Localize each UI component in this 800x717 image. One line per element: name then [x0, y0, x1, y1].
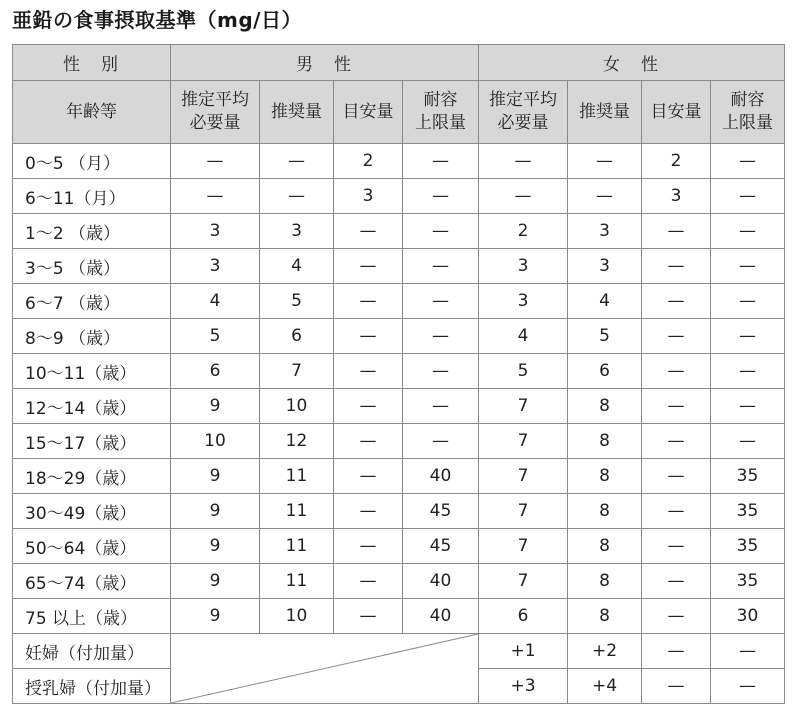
- header-female-ul: [711, 81, 785, 144]
- male-value-cell: 10: [260, 389, 334, 424]
- header-female-ear: [479, 81, 568, 144]
- female-value-cell: —: [711, 214, 785, 249]
- female-value-cell: 8: [568, 494, 642, 529]
- male-value-cell: 9: [171, 564, 260, 599]
- female-value-cell: 7: [479, 424, 568, 459]
- male-value-cell: 40: [403, 459, 479, 494]
- header-ear-line1: 推定平均: [181, 90, 249, 110]
- male-value-cell: 5: [260, 284, 334, 319]
- diagonal-slash-icon: [171, 634, 478, 703]
- female-value-cell: 35: [711, 529, 785, 564]
- age-cell: 75 以上（歳）: [13, 599, 171, 634]
- not-applicable-slash-cell: [171, 634, 479, 704]
- female-value-cell: —: [711, 144, 785, 179]
- female-value-cell: —: [711, 634, 785, 669]
- table-row: [13, 354, 785, 389]
- table-row: [13, 494, 785, 529]
- male-value-cell: —: [334, 494, 403, 529]
- female-value-cell: +1: [479, 634, 568, 669]
- header-ear-line1: 推定平均: [489, 90, 557, 110]
- female-value-cell: 7: [479, 529, 568, 564]
- age-cell: 10〜11（歳）: [13, 354, 171, 389]
- header-female-ai: 目安量: [642, 81, 711, 144]
- male-value-cell: 9: [171, 599, 260, 634]
- age-cell: 18〜29（歳）: [13, 459, 171, 494]
- header-ul-line2: 上限量: [415, 113, 466, 133]
- table-row-special: [13, 634, 785, 669]
- male-value-cell: 10: [171, 424, 260, 459]
- female-value-cell: —: [568, 144, 642, 179]
- female-value-cell: 3: [479, 284, 568, 319]
- female-value-cell: 35: [711, 459, 785, 494]
- female-value-cell: 6: [568, 354, 642, 389]
- header-male-ear: [171, 81, 260, 144]
- female-value-cell: —: [642, 459, 711, 494]
- header-age: 年齢等: [13, 81, 171, 144]
- female-value-cell: +4: [568, 669, 642, 704]
- female-value-cell: 3: [568, 249, 642, 284]
- header-male: 男 性: [171, 45, 479, 81]
- table-row: [13, 459, 785, 494]
- female-value-cell: 8: [568, 459, 642, 494]
- age-cell: 8〜9 （歳）: [13, 319, 171, 354]
- header-male-rda: 推奨量: [260, 81, 334, 144]
- female-value-cell: 8: [568, 564, 642, 599]
- male-value-cell: 4: [260, 249, 334, 284]
- female-value-cell: 2: [479, 214, 568, 249]
- female-value-cell: —: [642, 319, 711, 354]
- table-row: [13, 144, 785, 179]
- male-value-cell: 40: [403, 599, 479, 634]
- table-row: [13, 389, 785, 424]
- male-value-cell: —: [260, 179, 334, 214]
- male-value-cell: —: [334, 354, 403, 389]
- table-row: [13, 249, 785, 284]
- male-value-cell: 11: [260, 459, 334, 494]
- female-value-cell: —: [479, 179, 568, 214]
- female-value-cell: 5: [568, 319, 642, 354]
- male-value-cell: 4: [171, 284, 260, 319]
- female-value-cell: —: [711, 669, 785, 704]
- female-value-cell: —: [711, 249, 785, 284]
- female-value-cell: —: [711, 389, 785, 424]
- male-value-cell: 3: [171, 249, 260, 284]
- male-value-cell: —: [403, 179, 479, 214]
- female-value-cell: 4: [479, 319, 568, 354]
- male-value-cell: —: [260, 144, 334, 179]
- header-male-ai: 目安量: [334, 81, 403, 144]
- female-value-cell: —: [711, 424, 785, 459]
- male-value-cell: 3: [260, 214, 334, 249]
- male-value-cell: 6: [171, 354, 260, 389]
- male-value-cell: —: [403, 214, 479, 249]
- header-ear-line2: 必要量: [497, 113, 549, 133]
- table-row: [13, 599, 785, 634]
- age-cell: 1〜2 （歳）: [13, 214, 171, 249]
- table-body: [13, 144, 785, 704]
- table-row: [13, 214, 785, 249]
- female-value-cell: —: [642, 354, 711, 389]
- male-value-cell: 12: [260, 424, 334, 459]
- female-value-cell: —: [568, 179, 642, 214]
- female-value-cell: —: [479, 144, 568, 179]
- table-row: [13, 529, 785, 564]
- male-value-cell: —: [403, 249, 479, 284]
- female-value-cell: 8: [568, 599, 642, 634]
- header-sex: 性 別: [13, 45, 171, 81]
- male-value-cell: 5: [171, 319, 260, 354]
- female-value-cell: —: [711, 179, 785, 214]
- header-male-ul: [403, 81, 479, 144]
- female-value-cell: 3: [568, 214, 642, 249]
- female-value-cell: —: [711, 319, 785, 354]
- age-cell: 3〜5 （歳）: [13, 249, 171, 284]
- female-value-cell: 2: [642, 144, 711, 179]
- female-value-cell: 35: [711, 564, 785, 599]
- male-value-cell: 7: [260, 354, 334, 389]
- female-value-cell: 3: [642, 179, 711, 214]
- special-label-cell: 妊婦（付加量）: [13, 634, 171, 669]
- female-value-cell: 6: [479, 599, 568, 634]
- male-value-cell: —: [334, 214, 403, 249]
- female-value-cell: 35: [711, 494, 785, 529]
- female-value-cell: 4: [568, 284, 642, 319]
- male-value-cell: —: [171, 144, 260, 179]
- male-value-cell: —: [334, 459, 403, 494]
- male-value-cell: 2: [334, 144, 403, 179]
- female-value-cell: —: [642, 424, 711, 459]
- header-female-rda: 推奨量: [568, 81, 642, 144]
- female-value-cell: —: [711, 354, 785, 389]
- age-cell: 15〜17（歳）: [13, 424, 171, 459]
- male-value-cell: 9: [171, 494, 260, 529]
- female-value-cell: 7: [479, 494, 568, 529]
- female-value-cell: +2: [568, 634, 642, 669]
- male-value-cell: 40: [403, 564, 479, 599]
- male-value-cell: —: [334, 529, 403, 564]
- male-value-cell: —: [334, 319, 403, 354]
- male-value-cell: 45: [403, 529, 479, 564]
- female-value-cell: 5: [479, 354, 568, 389]
- female-value-cell: —: [642, 494, 711, 529]
- female-value-cell: —: [642, 634, 711, 669]
- header-female: 女 性: [479, 45, 785, 81]
- male-value-cell: 6: [260, 319, 334, 354]
- male-value-cell: —: [403, 389, 479, 424]
- zinc-intake-table: [12, 44, 785, 704]
- male-value-cell: 9: [171, 389, 260, 424]
- age-cell: 50〜64（歳）: [13, 529, 171, 564]
- male-value-cell: —: [334, 424, 403, 459]
- age-cell: 0〜5 （月）: [13, 144, 171, 179]
- male-value-cell: —: [171, 179, 260, 214]
- header-ul-line1: 耐容: [423, 90, 458, 110]
- male-value-cell: 3: [334, 179, 403, 214]
- header-ul-line1: 耐容: [730, 90, 765, 110]
- special-label-cell: 授乳婦（付加量）: [13, 669, 171, 704]
- female-value-cell: 7: [479, 389, 568, 424]
- male-value-cell: —: [403, 319, 479, 354]
- female-value-cell: 8: [568, 424, 642, 459]
- male-value-cell: 9: [171, 459, 260, 494]
- male-value-cell: 45: [403, 494, 479, 529]
- female-value-cell: —: [642, 214, 711, 249]
- table-row: [13, 424, 785, 459]
- header-row-columns: [13, 81, 785, 144]
- female-value-cell: —: [642, 599, 711, 634]
- male-value-cell: 9: [171, 529, 260, 564]
- female-value-cell: —: [642, 284, 711, 319]
- header-row-sex: [13, 45, 785, 81]
- male-value-cell: —: [334, 389, 403, 424]
- page-title: 亜鉛の食事摂取基準（mg/日）: [12, 8, 302, 32]
- male-value-cell: 11: [260, 529, 334, 564]
- female-value-cell: —: [642, 529, 711, 564]
- male-value-cell: 10: [260, 599, 334, 634]
- table-row: [13, 319, 785, 354]
- zinc-intake-table-container: [12, 44, 784, 704]
- male-value-cell: —: [403, 284, 479, 319]
- male-value-cell: —: [403, 424, 479, 459]
- female-value-cell: +3: [479, 669, 568, 704]
- female-value-cell: 8: [568, 389, 642, 424]
- female-value-cell: —: [642, 669, 711, 704]
- female-value-cell: 8: [568, 529, 642, 564]
- header-ear-line2: 必要量: [189, 113, 241, 133]
- male-value-cell: —: [334, 599, 403, 634]
- male-value-cell: 3: [171, 214, 260, 249]
- male-value-cell: 11: [260, 494, 334, 529]
- female-value-cell: 30: [711, 599, 785, 634]
- female-value-cell: 7: [479, 564, 568, 599]
- male-value-cell: 11: [260, 564, 334, 599]
- age-cell: 30〜49（歳）: [13, 494, 171, 529]
- age-cell: 65〜74（歳）: [13, 564, 171, 599]
- male-value-cell: —: [403, 354, 479, 389]
- male-value-cell: —: [334, 564, 403, 599]
- female-value-cell: —: [642, 249, 711, 284]
- male-value-cell: —: [334, 284, 403, 319]
- female-value-cell: —: [642, 389, 711, 424]
- male-value-cell: —: [334, 249, 403, 284]
- age-cell: 6〜7 （歳）: [13, 284, 171, 319]
- header-ul-line2: 上限量: [722, 113, 773, 133]
- table-row: [13, 284, 785, 319]
- age-cell: 12〜14（歳）: [13, 389, 171, 424]
- age-cell: 6〜11（月）: [13, 179, 171, 214]
- male-value-cell: —: [403, 144, 479, 179]
- table-row: [13, 564, 785, 599]
- female-value-cell: —: [711, 284, 785, 319]
- female-value-cell: 3: [479, 249, 568, 284]
- female-value-cell: —: [642, 564, 711, 599]
- table-row: [13, 179, 785, 214]
- female-value-cell: 7: [479, 459, 568, 494]
